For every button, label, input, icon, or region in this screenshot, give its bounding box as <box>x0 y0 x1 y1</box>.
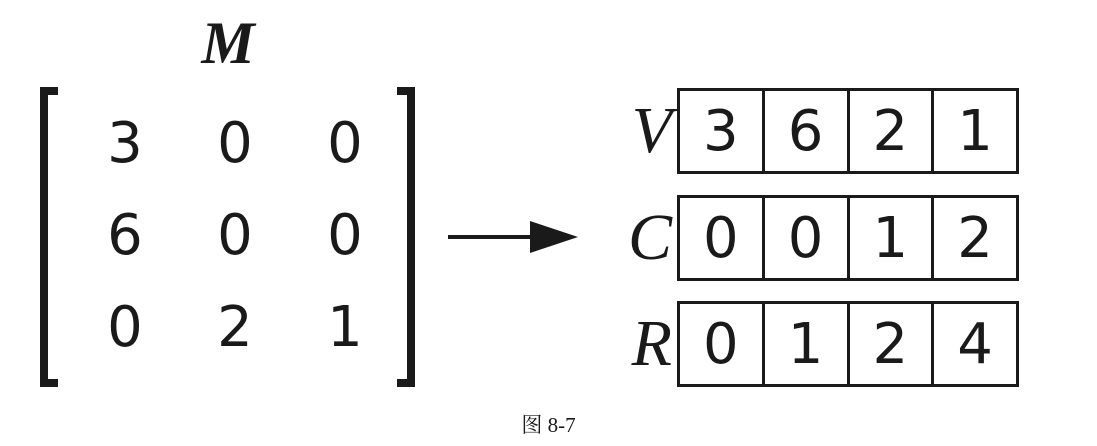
array-c <box>677 195 1019 281</box>
array-cell: 1 <box>765 304 850 384</box>
arrow-shaft <box>448 235 534 239</box>
array-cell: 0 <box>680 304 765 384</box>
array-r <box>677 301 1019 387</box>
array-cell: 6 <box>765 91 850 171</box>
matrix-cell: 2 <box>217 294 253 360</box>
array-cell: 1 <box>957 98 993 164</box>
array-label-c: C <box>627 201 672 274</box>
matrix-cell: 0 <box>107 294 143 360</box>
figure-caption: 图 8-7 <box>521 413 576 437</box>
array-cell: 2 <box>957 205 993 271</box>
array-cell: 1 <box>850 198 935 278</box>
matrix-cell: 3 <box>107 110 143 176</box>
array-cell: 2 <box>850 304 935 384</box>
right-arrow-icon <box>448 221 578 253</box>
left-bracket <box>40 87 58 387</box>
array-cell: 2 <box>850 91 935 171</box>
matrix-cell: 0 <box>217 110 253 176</box>
matrix-cell: 1 <box>327 294 363 360</box>
matrix-cell: 0 <box>327 110 363 176</box>
matrix-cell: 6 <box>107 202 143 268</box>
matrix-cell: 0 <box>217 202 253 268</box>
arrow-head <box>530 221 578 253</box>
matrix-grid <box>70 97 400 373</box>
matrix-label: M <box>201 10 255 76</box>
array-label-v: V <box>631 94 672 167</box>
array-label-r: R <box>631 307 672 380</box>
array-cell: 0 <box>765 198 850 278</box>
array-cell: 0 <box>680 198 765 278</box>
array-cell: 3 <box>680 91 765 171</box>
array-v <box>677 88 1019 174</box>
array-cell: 4 <box>957 311 993 377</box>
matrix-cell: 0 <box>327 202 363 268</box>
